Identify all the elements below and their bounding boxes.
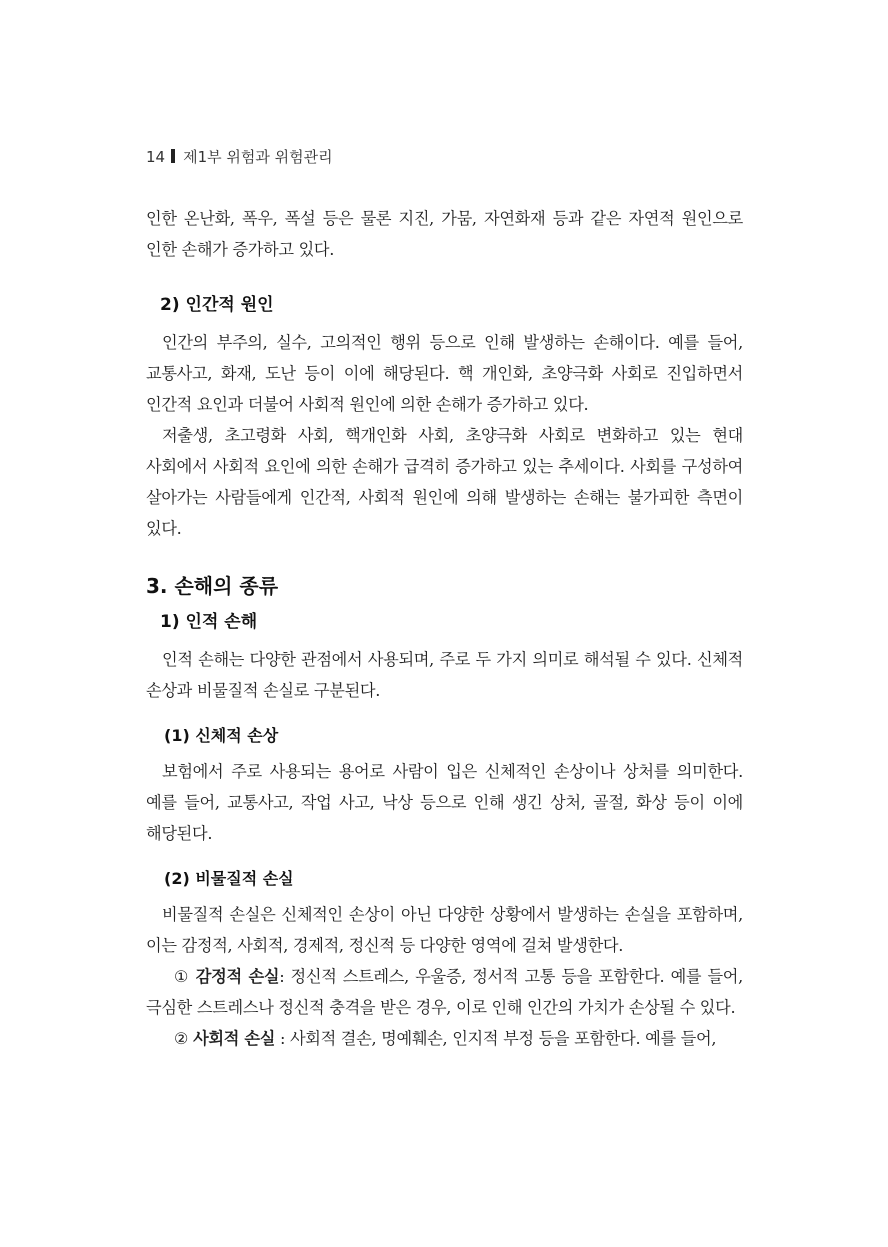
human-cause-paragraph-2: 저출생, 초고령화 사회, 핵개인화 사회, 초양극화 사회로 변화하고 있는 현대 사회에서 사회적 요인에 의한 손해가 급격히 증가하고 있는 추세이다. 사회를 구성하여 살아가는 사람들에게 인간적, 사회적 원인에 의해 발생하는 손해는 불가피한 측면이 있다. — [146, 426, 743, 538]
header-divider-bar — [171, 149, 175, 163]
bodily-injury-paragraph: 보험에서 주로 사용되는 용어로 사람이 입은 신체적인 손상이나 상처를 의미한다. 예를 들어, 교통사고, 작업 사고, 낙상 등으로 인해 생긴 상처, 골절, 화상 등이 이에 해당된다. — [146, 762, 743, 843]
running-header — [146, 147, 333, 167]
heading-bodily-injury: (1) 신체적 손상 — [164, 726, 279, 745]
item-term: 사회적 손실 — [193, 1029, 276, 1048]
heading-non-material-loss: (2) 비물질적 손실 — [164, 869, 294, 888]
intro-paragraph: 인한 온난화, 폭우, 폭설 등은 물론 지진, 가뭄, 자연화재 등과 같은 자연적 원인으로 인한 손해가 증가하고 있다. — [146, 209, 743, 259]
item-text: : 사회적 결손, 명예훼손, 인지적 부정 등을 포함한다. 예를 들어, — [275, 1029, 717, 1048]
list-item-social-loss — [146, 1023, 743, 1054]
item-marker: ② — [174, 1029, 189, 1048]
item-text: : 정신적 스트레스, 우울증, 정서적 고통 등을 포함한다. 예를 들어, 극심한 스트레스나 정신적 충격을 받은 경우, 이로 인해 인간의 가치가 손상될 수 있다. — [146, 967, 743, 1017]
heading-human-cause: 2) 인간적 원인 — [160, 295, 274, 315]
non-material-loss-paragraph: 비물질적 손실은 신체적인 손상이 아닌 다양한 상황에서 발생하는 손실을 포함하며, 이는 감정적, 사회적, 경제적, 정신적 등 다양한 영역에 걸쳐 발생한다. — [146, 905, 743, 955]
item-term: 감정적 손실 — [195, 967, 280, 986]
page-body — [146, 203, 743, 1054]
heading-personal-loss: 1) 인적 손해 — [160, 612, 258, 632]
human-cause-paragraph-1: 인간의 부주의, 실수, 고의적인 행위 등으로 인해 발생하는 손해이다. 예를 들어, 교통사고, 화재, 도난 등이 이에 해당된다. 핵 개인화, 초양극화 사회로 진입하면서 인간적 요인과 더불어 사회적 원인에 의한 손해가 증가하고 있다. — [146, 333, 743, 414]
page-number: 14 — [146, 148, 166, 166]
heading-loss-types: 3. 손해의 종류 — [146, 574, 279, 598]
item-marker: ① — [174, 967, 190, 986]
list-item-emotional-loss — [146, 961, 743, 1023]
part-title: 제1부 위험과 위험관리 — [183, 148, 333, 166]
personal-loss-paragraph: 인적 손해는 다양한 관점에서 사용되며, 주로 두 가지 의미로 해석될 수 있다. 신체적 손상과 비물질적 손실로 구분된다. — [146, 650, 743, 700]
